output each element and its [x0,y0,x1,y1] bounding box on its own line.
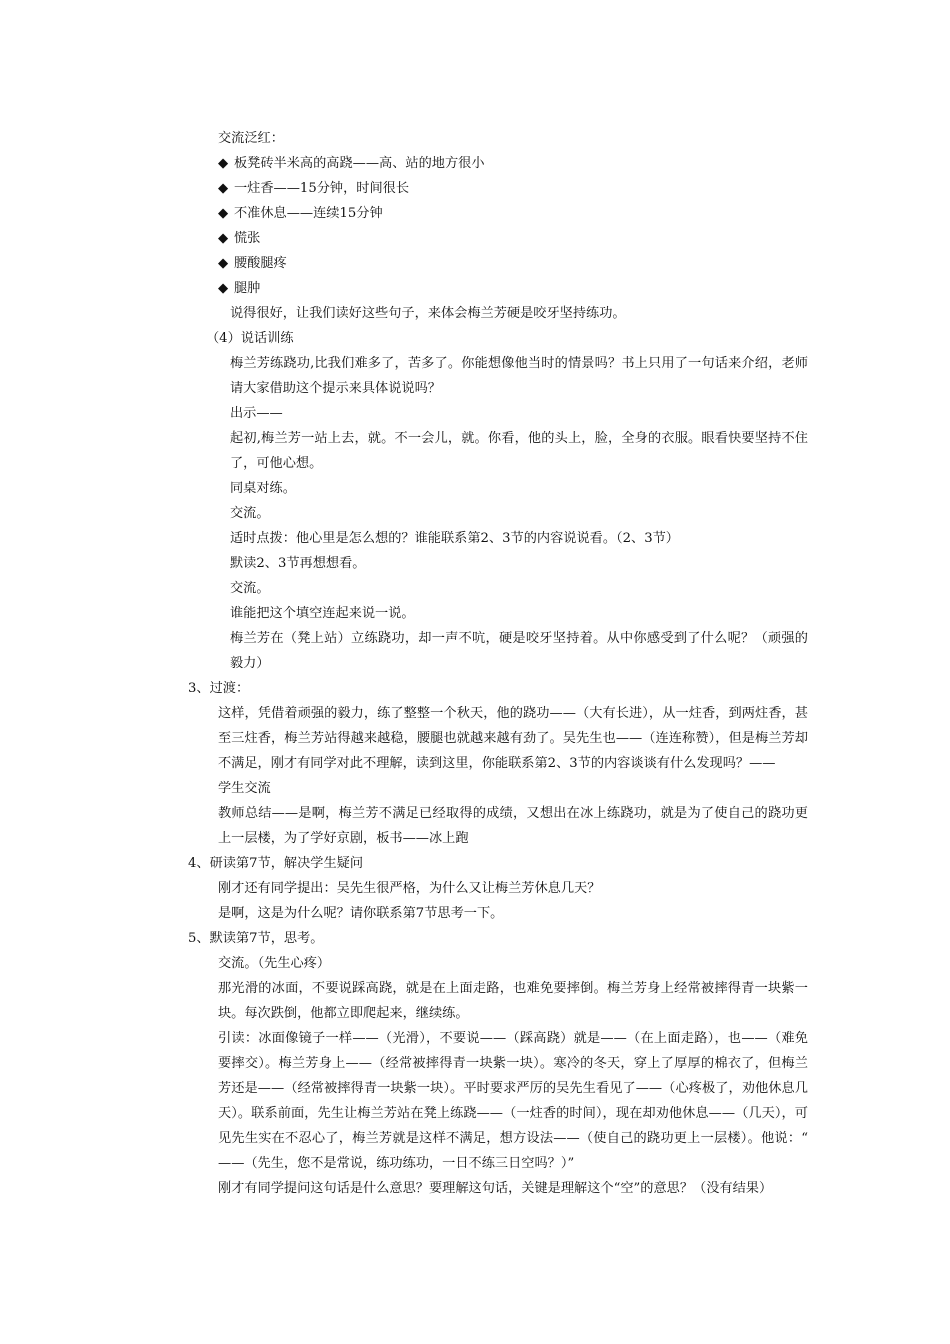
paragraph [146,351,808,401]
line-text: 引读：冰面像镜子一样——（光滑），不要说——（踩高跷）就是——（在上面走路），也——（难免要摔交）。梅兰芳身上——（经常被摔得青一块紫一块）。寒冷的冬天，穿上了厚厚的棉衣了，但梅兰芳还是——（经常被摔得青一块紫一块）。平时要求严厉的吴先生看见了——（心疼极了，劝他休息几天）。联系前面，先生让梅兰芳站在凳上练跷——（一炷香的时间），现在却劝他休息——（几天），可见先生实在不忍心了，梅兰芳就是这样不满足，想方设法——（使自己的跷功更上一层楼）。他说：“——（先生，您不是常说，练功练功，一日不练三日空吗？）” [218,1031,808,1171]
text-line [146,126,808,151]
text-line [146,501,808,526]
text-line [146,326,808,351]
bullet-item [146,251,808,276]
paragraph [146,426,808,476]
text-line [146,401,808,426]
line-text: 适时点拨：他心里是怎么想的？谁能联系第2、3节的内容说说看。（2、3节） [230,531,679,546]
line-text: 腿肿 [234,281,261,296]
line-text: （4）说话训练 [206,331,294,346]
line-text: 慌张 [234,231,261,246]
diamond-bullet-icon: ◆ [218,156,229,171]
line-text: 梅兰芳练跷功,比我们难多了，苦多了。你能想像他当时的情景吗？书上只用了一句话来介绍，老师请大家借助这个提示来具体说说吗？ [230,356,808,396]
line-text: 4、研读第7节，解决学生疑问 [188,856,364,871]
line-text: 不准休息——连续15分钟 [234,206,383,221]
text-line [146,676,808,701]
diamond-bullet-icon: ◆ [218,181,229,196]
paragraph [146,701,808,776]
line-text: 5、默读第7节，思考。 [188,931,324,946]
text-line [146,526,808,551]
bullet-item [146,276,808,301]
line-text: 交流泛红： [218,131,284,146]
line-text: 是啊，这是为什么呢？请你联系第7节思考一下。 [218,906,504,921]
line-text: 同桌对练。 [230,481,296,496]
paragraph [146,801,808,851]
bullet-item [146,151,808,176]
diamond-bullet-icon: ◆ [218,281,229,296]
line-text: 梅兰芳在（凳上站）立练跷功，却一声不吭，硬是咬牙坚持着。从中你感受到了什么呢？（顽强的毅力） [230,631,808,671]
diamond-bullet-icon: ◆ [218,206,229,221]
text-line [146,926,808,951]
text-line [146,851,808,876]
line-text: 出示—— [230,406,283,421]
text-line [146,901,808,926]
line-text: 交流。 [230,506,270,521]
line-text: 3、过渡： [188,681,250,696]
diamond-bullet-icon: ◆ [218,231,229,246]
line-text: 交流。 [230,581,270,596]
text-line [146,551,808,576]
text-line [146,776,808,801]
paragraph [146,626,808,676]
bullet-item [146,201,808,226]
bullet-item [146,226,808,251]
line-text: 交流。（先生心疼） [218,956,331,971]
text-line [146,951,808,976]
line-text: 一炷香——15分钟，时间很长 [234,181,410,196]
line-text: 刚才有同学提问这句话是什么意思？要理解这句话，关键是理解这个“空”的意思？（没有结果） [218,1181,773,1196]
line-text: 这样，凭借着顽强的毅力，练了整整一个秋天，他的跷功——（大有长进），从一炷香，到两炷香，甚至三炷香，梅兰芳站得越来越稳，腰腿也就越来越有劲了。吴先生也——（连连称赞），但是梅兰芳却不满足，刚才有同学对此不理解，读到这里，你能联系第2、3节的内容谈谈有什么发现吗？—— [218,706,808,771]
paragraph [146,1176,808,1201]
line-text: 学生交流 [218,781,271,796]
diamond-bullet-icon: ◆ [218,256,229,271]
text-line [146,876,808,901]
document-body [146,126,808,1201]
line-text: 教师总结——是啊，梅兰芳不满足已经取得的成绩，又想出在冰上练跷功，就是为了使自己的跷功更上一层楼，为了学好京剧，板书——冰上跑 [218,806,808,846]
paragraph [146,976,808,1026]
line-text: 默读2、3节再想想看。 [230,556,366,571]
paragraph [146,1026,808,1176]
text-line [146,476,808,501]
line-text: 腰酸腿疼 [234,256,287,271]
line-text: 谁能把这个填空连起来说一说。 [230,606,415,621]
text-line [146,601,808,626]
line-text: 起初,梅兰芳一站上去，就。不一会儿，就。你看，他的头上，脸，全身的衣服。眼看快要坚持不住了，可他心想。 [230,431,808,471]
text-line [146,576,808,601]
line-text: 说得很好，让我们读好这些句子，来体会梅兰芳硬是咬牙坚持练功。 [230,306,626,321]
text-line [146,301,808,326]
line-text: 那光滑的冰面，不要说踩高跷，就是在上面走路，也难免要摔倒。梅兰芳身上经常被摔得青一块紫一块。每次跌倒，他都立即爬起来，继续练。 [218,981,808,1021]
bullet-item [146,176,808,201]
line-text: 刚才还有同学提出：吴先生很严格，为什么又让梅兰芳休息几天？ [218,881,601,896]
line-text: 板凳砖半米高的高跷——高、站的地方很小 [234,156,485,171]
